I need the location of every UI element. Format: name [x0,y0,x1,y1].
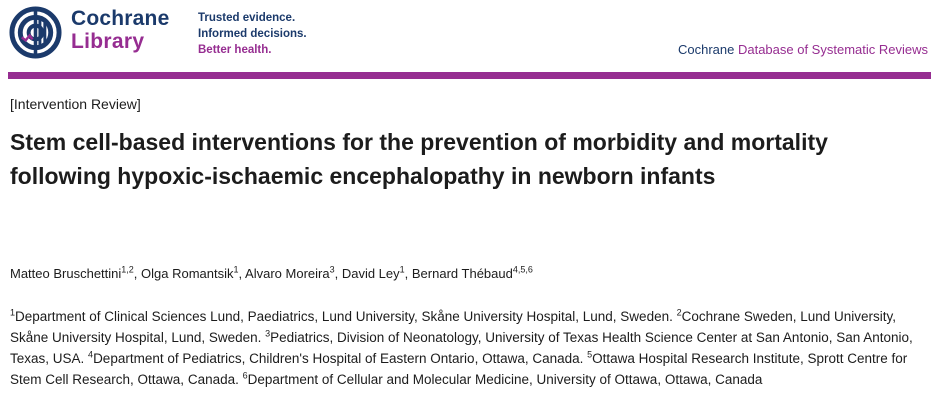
affiliation-text: Department of Clinical Sciences Lund, Paediatrics, Lund University, Skåne University Hospital, Lund, Sweden. [15,309,673,324]
affiliation-number: 2 [676,307,682,318]
tagline-line-3: Better health. [198,44,272,56]
affiliation-text: Ottawa Hospital Research Institute, Sprott Centre for Stem Cell Research, Ottawa, Canada. [10,351,908,387]
author-name[interactable]: Alvaro Moreira [245,266,330,281]
database-title-brand: Cochrane [677,42,735,57]
affiliation-text: Cochrane Sweden, Lund University, Skåne University Hospital, Lund, Sweden. [10,309,897,345]
article-title: Stem cell-based interventions for the prevention of morbidity and mortality following hypoxic-ischaemic encephalopathy in newborn infants [10,129,828,189]
author-affiliation-ref: 1 [233,264,239,275]
wordmark-cochrane: Cochrane [71,7,170,30]
header-divider [8,72,931,79]
tagline-line-1: Trusted evidence. [198,12,296,24]
affiliation-text: Pediatrics, Division of Neonatology, University of Texas Health Science Center at San Antonio, San Antonio, Texas, USA. [10,330,913,366]
tagline-line-2: Informed decisions. [198,28,307,40]
wordmark-library: Library [71,30,145,53]
author-affiliation-ref: 4,5,6 [512,264,533,275]
author-name[interactable]: Matteo Bruschettini [10,266,122,281]
affiliation-number: 1 [10,307,16,318]
cochrane-logo-icon[interactable] [8,5,63,60]
affiliation-text: Department of Pediatrics, Children's Hospital of Eastern Ontario, Ottawa, Canada. [93,351,584,366]
affiliation-number: 5 [587,349,593,360]
author-affiliation-ref: 1 [399,264,405,275]
site-header [0,0,931,72]
author-name[interactable]: David Ley [341,266,400,281]
author-list: Matteo Bruschettini$^{1,2}$, Olga Romantsik$^1$, Alvaro Moreira$^3$, David Ley$^1$, Bernard Thébaud$^{4,5,6}$ [10,264,533,281]
author-affiliation-ref: 1,2 [121,264,134,275]
affiliation-number: 3 [265,328,271,339]
affiliation-text: Department of Cellular and Molecular Medicine, University of Ottawa, Ottawa, Canada [247,372,763,387]
author-name[interactable]: Bernard Thébaud [411,266,513,281]
database-title-rest: Database of Systematic Reviews [734,42,928,57]
affiliation-list [10,306,915,390]
tagline [198,10,307,58]
cochrane-library-wordmark[interactable] [71,8,169,52]
database-title-link[interactable] [678,42,928,57]
author-affiliation-ref: 3 [329,264,335,275]
affiliation-number: 4 [88,349,94,360]
affiliation-number: 6 [242,370,248,381]
review-type-label: [Intervention Review] [10,96,141,112]
author-name[interactable]: Olga Romantsik [141,266,234,281]
